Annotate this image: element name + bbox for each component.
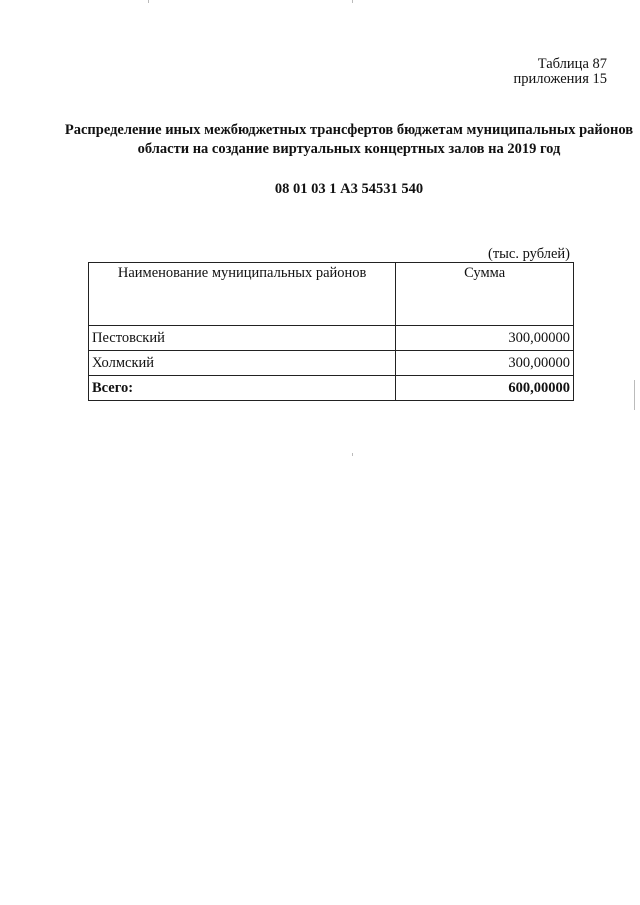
table-number: Таблица 87 (537, 56, 607, 72)
appendix-label: приложения 15 (513, 71, 607, 87)
scan-mark (352, 453, 353, 456)
table-row (89, 326, 574, 351)
units-label: (тыс. рублей) (488, 246, 570, 262)
scan-mark (634, 380, 635, 410)
district-sum: 300,00000 (396, 351, 574, 376)
table-total-row (89, 376, 574, 401)
budget-classification-code: 08 01 03 1 А3 54531 540 (274, 181, 424, 197)
column-header-name: Наименование муниципальных районов (89, 263, 396, 326)
column-header-sum: Сумма (396, 263, 574, 326)
total-label: Всего: (89, 376, 396, 401)
table-row (89, 351, 574, 376)
total-sum: 600,00000 (396, 376, 574, 401)
table-reference (514, 57, 607, 87)
district-name: Пестовский (89, 326, 396, 351)
table-header-row (89, 263, 574, 326)
allocation-table (88, 262, 574, 401)
district-name: Холмский (89, 351, 396, 376)
scan-mark (352, 0, 353, 3)
scan-mark (148, 0, 149, 3)
district-sum: 300,00000 (396, 326, 574, 351)
document-title: Распределение иных межбюджетных трансфертов бюджетам муниципальных районов области на создание виртуальных концертных залов на 2019 год (64, 122, 634, 157)
